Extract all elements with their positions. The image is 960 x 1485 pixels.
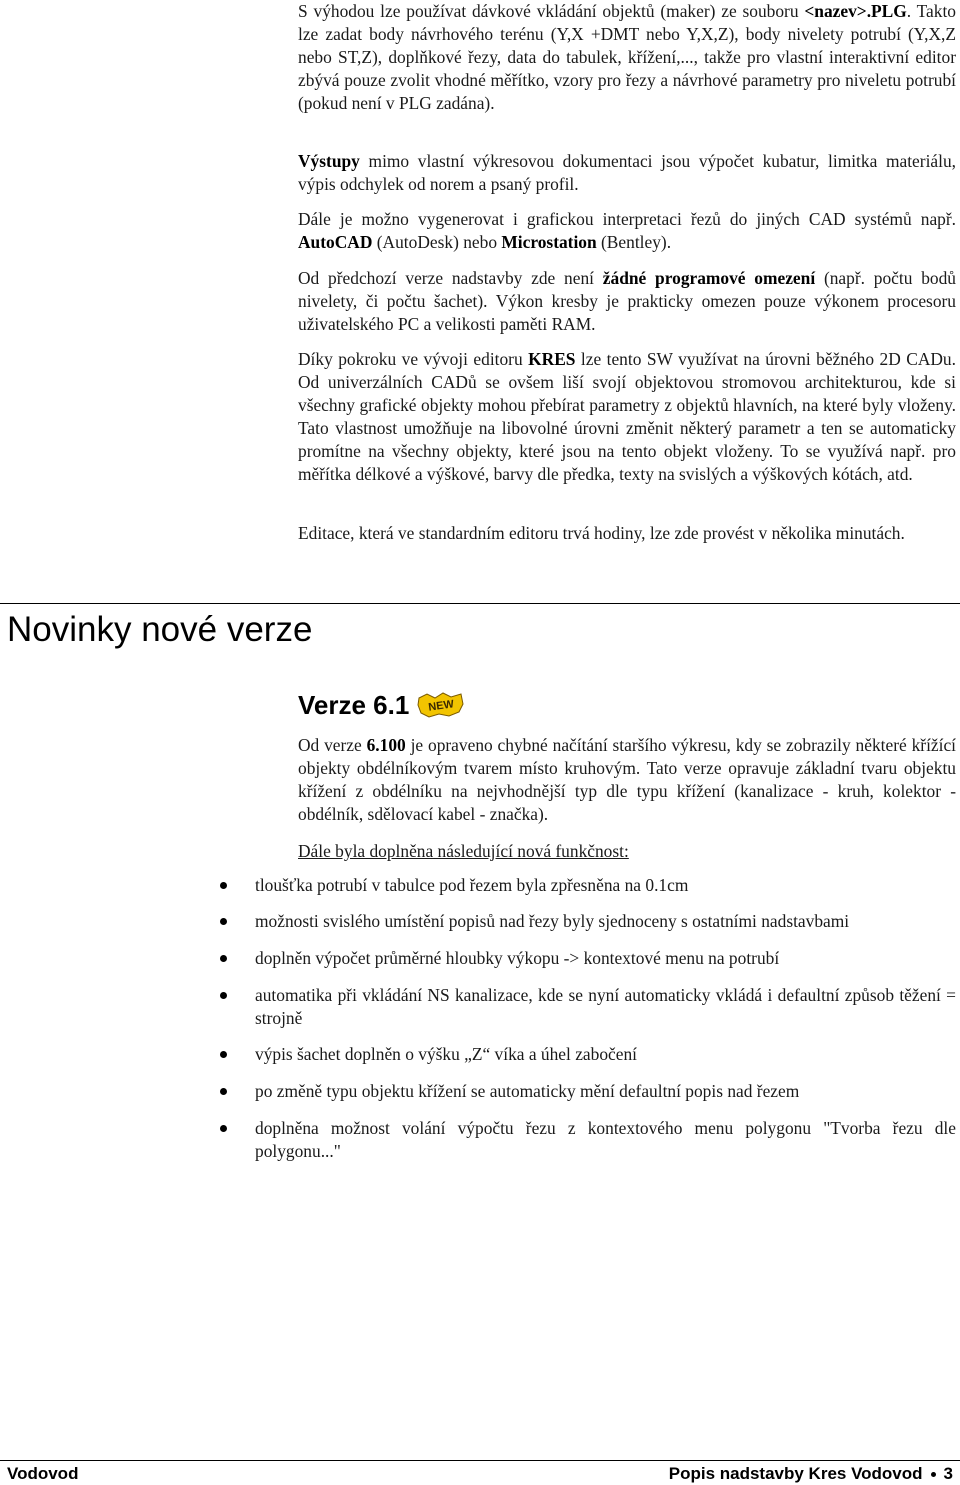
list-item (255, 1043, 956, 1066)
fix-version-bold: 6.100 (366, 735, 406, 755)
limits-bold: žádné programové omezení (602, 268, 816, 288)
bullet-icon (220, 1051, 227, 1058)
list-item-text: automatika při vkládání NS kanalizace, kde se nyní automaticky vkládá i defaultní způsob těžení = strojně (255, 985, 956, 1028)
version-fix-paragraph (298, 734, 956, 826)
bullet-icon (220, 1088, 227, 1095)
list-item-text: po změně typu objektu křížení se automaticky mění defaultní popis nad řezem (255, 1081, 800, 1101)
added-heading (298, 840, 956, 863)
outputs-text: mimo vlastní výkresovou dokumentaci jsou výpočet kubatur, limitka materiálu, výpis odchylek od norem a psaný profil. (298, 151, 956, 194)
limits-text-2: (např. počtu bodů nivelety, či počtu šachet). Výkon kresby je prakticky omezen pouze výkonem procesoru uživatelského PC a velikosti paměti RAM. (298, 268, 956, 334)
outputs-paragraph (298, 150, 956, 196)
intro-text-2: . Takto lze zadat body návrhového terénu (Y,X +DMT nebo Y,X,Z), body nivelety potrubí (Y,X,Z nebo ST,Z), doplňkové řezy, data do tabulek, křížení,..., takže pro vlastní interaktivní editor zbývá pouze zvolit vhodné měřítko, vzory pro řezy a návrhové parametry pro niveletu potrubí (pokud není v PLG zadána). (298, 1, 956, 113)
autocad-bold: AutoCAD (298, 232, 373, 252)
export-text-2: (AutoDesk) nebo (372, 232, 502, 252)
footer-left: Vodovod (7, 1464, 79, 1483)
export-paragraph (298, 208, 956, 254)
editor-text-2: lze tento SW využívat na úrovni běžného 2D CADu. Od univerzálních CADů se ovšem liší svojí objektovou stromovou architekturou, kde si všechny grafické objekty mohou přebírat parametry z objektů hlavních, na které byly vloženy. Tato vlastnost umožňuje na libovolné úrovni změnit některý parametr a ten se automaticky promítne na všechny objekty, které jsou na tento objekt vloženy. To se využívá např. pro měřítka délkové a výškové, barvy dle předka, texty na svislých a výškových kótách, atd. (298, 349, 956, 484)
new-badge-label: NEW (427, 698, 455, 714)
intro-text-1: S výhodou lze používat dávkové vkládání objektů (maker) ze souboru (298, 1, 805, 21)
added-heading-text: Dále byla doplněna následující nová funkčnost: (298, 841, 629, 861)
editor-paragraph (298, 348, 956, 486)
footer-separator (931, 1472, 936, 1477)
footer-divider (0, 1460, 960, 1461)
intro-paragraph (298, 0, 956, 115)
list-item (255, 1117, 956, 1163)
list-item (255, 984, 956, 1030)
bullet-icon (220, 955, 227, 962)
kres-bold: KRES (528, 349, 576, 369)
bullet-icon (220, 882, 227, 889)
footer-right (669, 1463, 953, 1485)
edit-time-text: Editace, která ve standardním editoru trvá hodiny, lze zde provést v několika minutách. (298, 523, 905, 543)
list-item (255, 1080, 956, 1103)
microstation-bold: Microstation (501, 232, 597, 252)
plg-filename: <nazev>.PLG (804, 1, 907, 21)
limits-text-1: Od předchozí verze nadstavby zde není (298, 268, 603, 288)
list-item-text: doplněn výpočet průměrné hloubky výkopu -> kontextové menu na potrubí (255, 948, 780, 968)
fix-text-1: Od verze (298, 735, 367, 755)
list-item-text: doplněna možnost volání výpočtu řezu z kontextového menu polygonu "Tvorba řezu dle polygonu..." (255, 1118, 956, 1161)
new-badge-icon (417, 692, 465, 718)
list-item (255, 947, 956, 970)
list-item (255, 874, 956, 897)
export-text-3: (Bentley). (596, 232, 672, 252)
list-item-text: možnosti svislého umístění popisů nad řezy byly sjednoceny s ostatními nadstavbami (255, 911, 850, 931)
bullet-icon (220, 918, 227, 925)
version-heading (298, 688, 465, 722)
export-text-1: Dále je možno vygenerovat i grafickou interpretaci řezů do jiných CAD systémů např. (298, 209, 956, 229)
version-title: Verze 6.1 (298, 690, 410, 720)
page-number: 3 (943, 1464, 953, 1483)
outputs-bold: Výstupy (298, 151, 360, 171)
editor-text-1: Díky pokroku ve vývoji editoru (298, 349, 529, 369)
limits-paragraph (298, 267, 956, 336)
section-divider (0, 603, 960, 604)
bullet-icon (220, 992, 227, 999)
edit-time-paragraph (298, 522, 956, 545)
bullet-icon (220, 1125, 227, 1132)
fix-text-2: je opraveno chybné načítání staršího výkresu, kdy se zobrazily některé křížící objekty obdélníkovým tvarem místo kruhovým. Tato verze opravuje základní tvaru objektu křížení z obdélníku na nejvhodnější typ dle typu křížení (kanalizace - kruh, kolektor - obdélník, sdělovací kabel - značka). (298, 735, 956, 824)
list-item-text: výpis šachet doplněn o výšku „Z“ víka a úhel zabočení (255, 1044, 637, 1064)
footer-doc-title: Popis nadstavby Kres Vodovod (668, 1464, 923, 1483)
list-item (255, 910, 956, 933)
list-item-text: tloušťka potrubí v tabulce pod řezem byla zpřesněna na 0.1cm (255, 875, 689, 895)
section-title: Novinky nové verze (7, 610, 313, 649)
